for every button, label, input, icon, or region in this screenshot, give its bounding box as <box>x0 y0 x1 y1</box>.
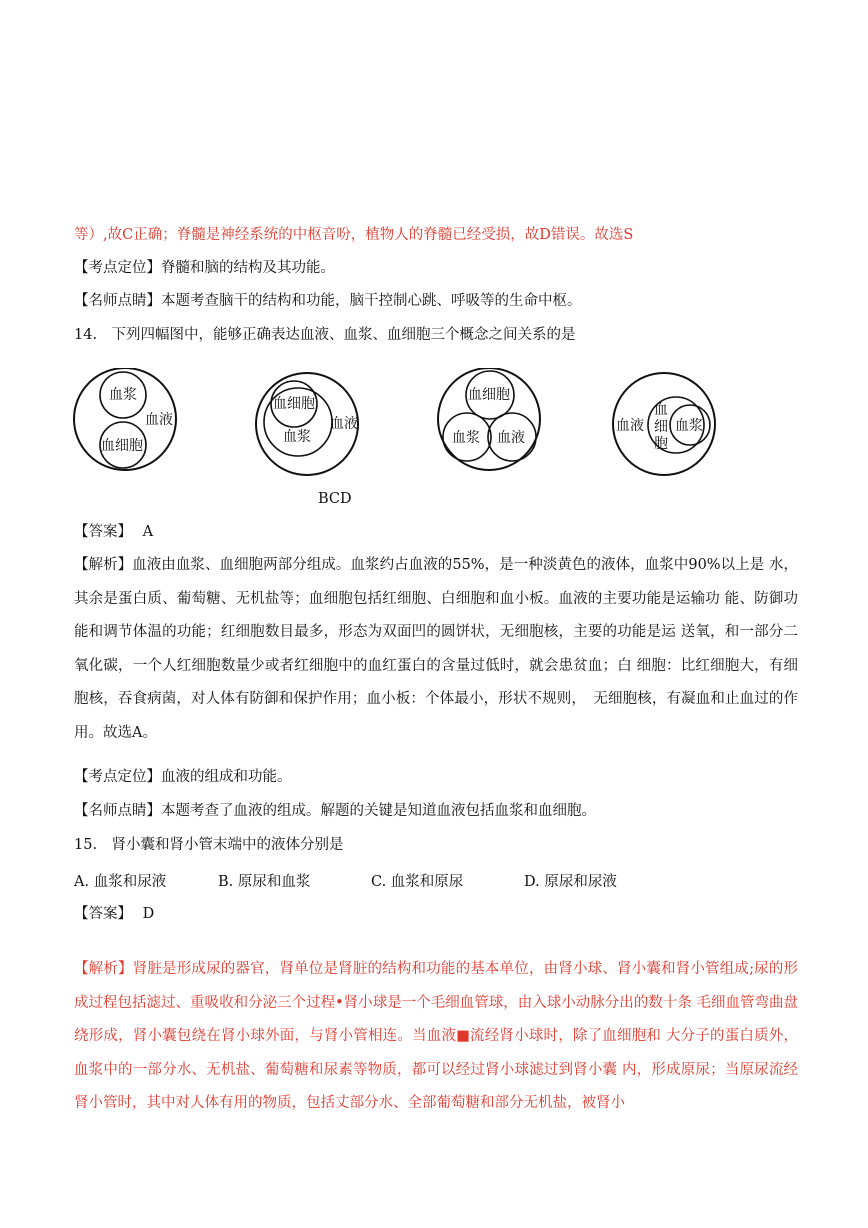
diagram-b-inner-bottom-label: 血浆 <box>283 429 311 445</box>
answer-value: D <box>142 906 155 922</box>
q15-answer <box>74 904 154 924</box>
diagram-d-outer-label: 血液 <box>616 418 644 434</box>
diagram-d-middle-char-3: 胞 <box>654 436 668 452</box>
diagram-c <box>438 368 540 470</box>
diagram-d-middle-char-1: 血 <box>654 402 668 418</box>
answer-label: 【答案】 <box>74 906 132 922</box>
kaodian-text: 血液的组成和功能。 <box>161 769 292 785</box>
diagram-d <box>613 373 715 475</box>
q14-answer <box>74 522 153 542</box>
diagram-d-middle-char-2: 细 <box>654 419 668 435</box>
diagram-c-left-label: 血浆 <box>452 430 480 446</box>
mingshi-label: 【名师点睛】 <box>74 803 161 819</box>
diagram-caption: BCD <box>318 491 352 507</box>
mingshi-text: 本题考查脑干的结构和功能，脑干控制心跳、呼吸等的生命中枢。 <box>161 293 582 309</box>
diagram-c-right-label: 血液 <box>497 430 525 446</box>
kaodian-label: 【考点定位】 <box>74 260 161 276</box>
diagram-a <box>74 368 176 470</box>
option-c: C. 血浆和原尿 <box>371 874 464 890</box>
kaodian-text: 脊髓和脑的结构及其功能。 <box>161 260 335 276</box>
option-a: A. 血浆和尿液 <box>74 874 167 890</box>
kaodian-label: 【考点定位】 <box>74 769 161 785</box>
q14-kaodian <box>74 767 292 787</box>
option-d: D. 原尿和尿液 <box>524 874 617 890</box>
diagram-b-outer-label: 血液 <box>330 416 358 432</box>
q13-mingshi <box>74 291 582 311</box>
answer-label: 【答案】 <box>74 524 132 540</box>
q14-question: 14. 下列四幅图中，能够正确表达血液、血浆、血细胞三个概念之间关系的是 <box>74 327 576 343</box>
diagram-d-inner-label: 血浆 <box>675 418 703 434</box>
option-b: B. 原尿和血浆 <box>218 874 311 890</box>
q13-kaodian <box>74 258 335 278</box>
answer-value: A <box>142 524 154 540</box>
diagram-a-outer-label: 血液 <box>145 412 173 428</box>
diagram-b <box>256 373 358 475</box>
q15-analysis: 【解析】肾脏是形成尿的器官，肾单位是肾脏的结构和功能的基本单位，由肾小球、肾小囊和肾小管组成;尿的形成过程包括滤过、重吸收和分泌三个过程•肾小球是一个毛细血管球，由入球小动脉分出的数十条 毛细血管弯曲盘绕形成，肾小囊包绕在肾小球外面，与肾小管相连。当血液■流经肾小球时，除了血细胞和 大分子的蛋白质外，血浆中的一部分水、无机盐、葡萄糖和尿素等物质，都可以经过肾小球滤过到肾小囊 内，形成原尿；当原尿流经肾小管时，其中对人体有用的物质，包括丈部分水、全部葡萄糖和部分无机盐，被肾小 <box>74 961 798 1111</box>
mingshi-text: 本题考查了血液的组成。解题的关键是知道血液包括血浆和血细胞。 <box>161 803 596 819</box>
diagram-a-top-label: 血浆 <box>109 387 137 403</box>
q14-mingshi <box>74 801 596 821</box>
diagram-c-top-label: 血细胞 <box>468 387 510 403</box>
diagram-a-bottom-label: 血细胞 <box>101 438 143 454</box>
continuation-text: 等）,故C正确；脊髓是神经系统的中枢音吩，植物人的脊髓已经受损，故D错误。故选S <box>74 227 634 243</box>
diagram-d-middle-label <box>654 402 672 452</box>
q14-analysis: 【解析】血液由血浆、血细胞两部分组成。血浆约占血液的55%，是一种淡黄色的液体，血浆中90%以上是 水，其余是蛋白质、葡萄糖、无机盐等；血细胞包括红细胞、白细胞和血小板。血液的主要功能是运输功 能、防御功能和调节体温的功能；红细胞数目最多，形态为双面凹的圆饼状，无细胞核，主要的功能是运 送氧，和一部分二氧化碳，一个人红细胞数量少或者红细胞中的血红蛋白的含量过低时，就会患贫血；白 细胞：比红细胞大，有细胞核，吞食病菌，对人体有防御和保护作用；血小板：个体最小，形状不规则， 无细胞核，有凝血和止血过的作用。故选A。 <box>74 557 798 741</box>
q14-diagrams <box>0 368 868 478</box>
diagram-b-inner-top-label: 血细胞 <box>273 396 315 412</box>
mingshi-label: 【名师点睛】 <box>74 293 161 309</box>
q15-question: 15. 肾小囊和肾小管末端中的液体分别是 <box>74 837 344 853</box>
